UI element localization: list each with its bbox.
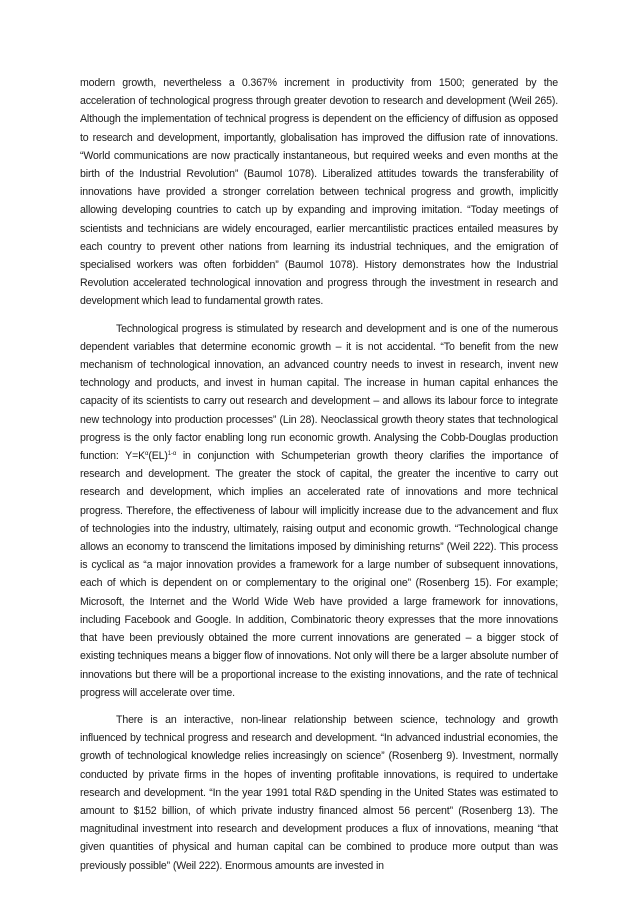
text-run: in conjunction with Schumpeterian growth theory clarifies the importance of research and development. The greater the stock of capital, the greater the incentive to carry out research and development, which implies an accelerated rate of innovations and more technical progress. Therefore, the effectiveness of labour will implicitly increase due to the advancement and flux of technologies into the industry, ultimately, raising output and economic growth. “Technological change allows an economy to transcend the limitations imposed by diminishing returns” (Weil 222). This process is cyclical as “a major innovation provides a framework for a large number of subsequent innovations, each of which is dependent on or complementary to the original one” (Rosenberg 15). For example; Microsoft, the Internet and the World Wide Web have provided a large framework for innovations, including Facebook and Google. In addition, Combinatoric theory expresses that the more innovations that have been previously obtained the more current innovations are generated – a bigger stock of existing techniques means a bigger flow of innovations. Not only will there be a larger absolute number of innovations but there will be a proportional increase to the existing innovations, and the rate of technical progress will accelerate over time. [80, 450, 558, 699]
paragraph-3 [80, 711, 558, 875]
superscript: 1-α [167, 451, 177, 458]
text-run: Technological progress is stimulated by research and development and is one of the numerous dependent variables that determine economic growth – it is not accidental. “To benefit from the new mechanism of technological innovation, an advanced country needs to invest in research, invent new technology and products, and invest in human capital. The increase in human capital enhances the capacity of its scientists to carry out research and development – and allows its labour force to integrate new technology into production processes” (Lin 28). Neoclassical growth theory states that technological progress is the only factor enabling long run economic growth. Analysing the Cobb-Douglas production function: Y=K [80, 322, 558, 463]
text-run: (EL) [148, 450, 168, 463]
document-page [80, 74, 558, 884]
paragraph-1 [80, 74, 558, 311]
text-run: modern growth, nevertheless a 0.367% increment in productivity from 1500; generated by the acceleration of technological progress through greater devotion to research and development (Weil 265). Although the implementation of technical progress is dependent on the efficiency of diffusion as opposed to research and development, importantly, globalisation has improved the diffusion rate of innovations. “World communications are now practically instantaneous, but required weeks and even months at the birth of the Industrial Revolution” (Baumol 1078). Liberalized attitudes towards the transferability of innovations have provided a stronger correlation between technical progress and growth, implicitly allowing developing countries to catch up by expanding and improving imitation. “Today meetings of scientists and technicians are widely encouraged, earlier mercantilistic practices entailed measures by each country to prevent other nations from learning its industrial techniques, and the emigration of specialised workers was often forbidden” (Baumol 1078). History demonstrates how the Industrial Revolution accelerated technological innovation and progress through the investment in research and development which lead to fundamental growth rates. [80, 77, 558, 308]
paragraph-2 [80, 320, 558, 702]
text-run: There is an interactive, non-linear relationship between science, technology and growth influenced by technical progress and research and development. “In advanced industrial economies, the growth of technological knowledge relies increasingly on science” (Rosenberg 9). Investment, normally conducted by private firms in the hopes of inventing profitable innovations, is required to undertake research and development. “In the year 1991 total R&D spending in the United States was estimated to amount to $152 billion, of which private industry financed almost 56 percent” (Rosenberg 13). The magnitudinal investment into research and development produces a flux of innovations, meaning “that given quantities of physical and human capital can be combined to produce more output than was previously possible” (Weil 222). Enormous amounts are invested in [80, 713, 558, 872]
superscript: α [145, 451, 149, 458]
